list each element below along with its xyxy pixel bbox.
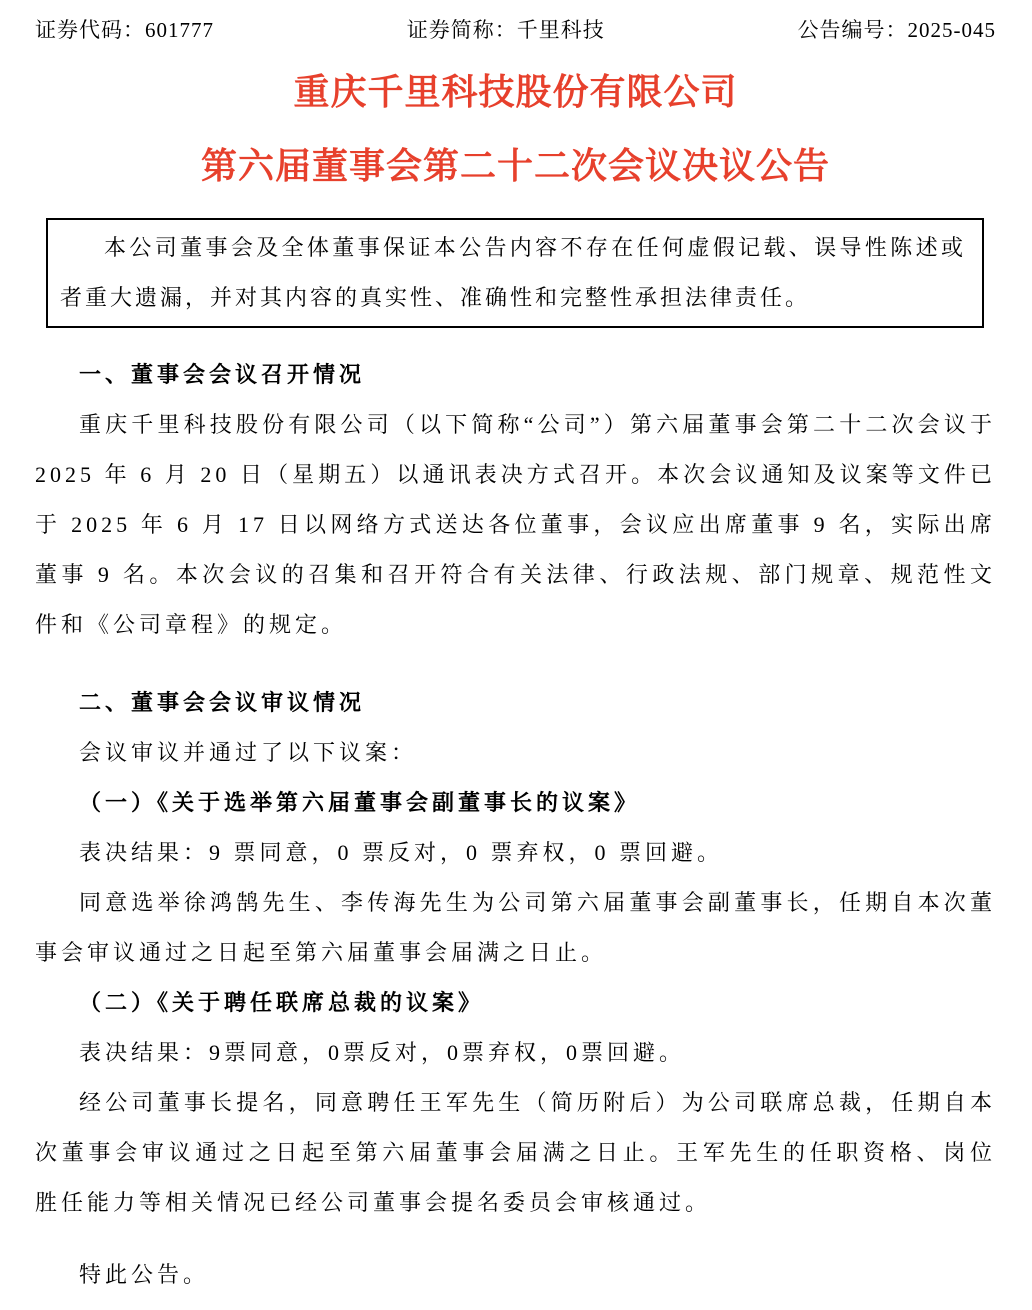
section1-heading: 一、董事会会议召开情况 (79, 362, 366, 387)
securities-name: 证券简称：千里科技 (406, 18, 605, 42)
announcement-number: 公告编号：2025-045 (797, 18, 996, 42)
company-title: 重庆千里科技股份有限公司 (293, 71, 738, 112)
document-header (35, 16, 996, 44)
proposal-2-title: （二）《关于聘任联席总裁的议案》 (79, 990, 485, 1015)
meeting-resolution-title: 第六届董事会第二十二次会议决议公告 (200, 145, 830, 186)
proposal-2-detail: 经公司董事长提名，同意聘任王军先生（简历附后）为公司联席总裁，任期自本次董事会审议通过之日起至第六届董事会届满之日止。王军先生的任职资格、岗位胜任能力等相关情况已经公司董事会提名委员会审核通过。 (35, 1090, 996, 1215)
section2-intro: 会议审议并通过了以下议案： (79, 740, 418, 765)
proposal-1-detail: 同意选举徐鸿鹄先生、李传海先生为公司第六届董事会副董事长，任期自本次董事会审议通过之日起至第六届董事会届满之日止。 (35, 890, 996, 965)
securities-code: 证券代码：601777 (35, 18, 214, 42)
proposal-2-vote-result: 表决结果：9票同意，0票反对，0票弃权，0票回避。 (79, 1040, 686, 1065)
proposal-1-vote-result: 表决结果：9 票同意，0 票反对，0 票弃权，0 票回避。 (79, 840, 724, 865)
proposal-1-title: （一）《关于选举第六届董事会副董事长的议案》 (79, 790, 641, 815)
disclaimer-text: 本公司董事会及全体董事保证本公告内容不存在任何虚假记载、误导性陈述或者重大遗漏，并对其内容的真实性、准确性和完整性承担法律责任。 (60, 235, 966, 310)
section1-paragraph: 重庆千里科技股份有限公司（以下简称“公司”）第六届董事会第二十二次会议于 2025 年 6 月 20 日（星期五）以通讯表决方式召开。本次会议通知及议案等文件已于 2025 年 6 月 17 日以网络方式送达各位董事，会议应出席董事 9 名，实际出席董事 9 名。本次会议的召集和召开符合有关法律、行政法规、部门规章、规范性文件和《公司章程》的规定。 (35, 412, 996, 637)
section2-heading: 二、董事会会议审议情况 (79, 690, 366, 715)
closing-text: 特此公告。 (79, 1262, 210, 1287)
disclaimer-box (46, 218, 984, 328)
